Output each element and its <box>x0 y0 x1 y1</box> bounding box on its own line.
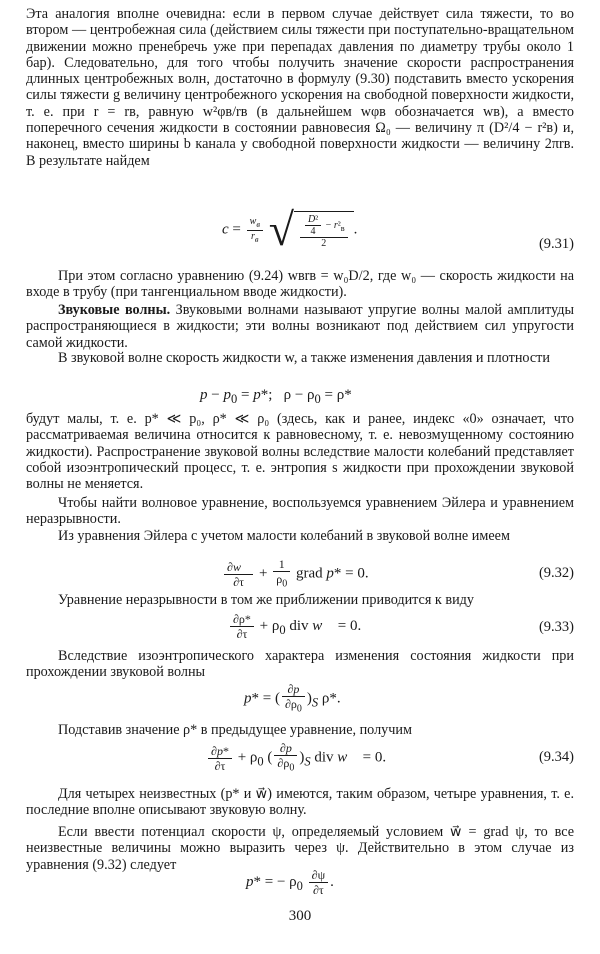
paragraph-11: Для четырех неизвестных (p* и w⃗) имеются, таким образом, четыре уравнения, т. е. последние вполне описывают звуковую волну. <box>26 786 574 819</box>
paragraph-4: В звуковой волне скорость жидкости w, а также изменения давления и плотности <box>58 350 550 366</box>
equation-number-9-34: (9.34) <box>538 749 574 765</box>
equation-9-31: c = $\frac{w_в}{r_в}$ √ $\frac{\text{D²}}{4}$ − $r^2_в$ 2 . <box>222 204 358 255</box>
equation-perturbations: $p - p_0 = p*$; $\rho - \rho_0 = \rho*$ <box>200 387 352 406</box>
paragraph-12: Если ввести потенциал скорости ψ, определяемый условием w⃗ = grad ψ, то все неизвестные величины можно выразить через ψ. Действительно в этом случае из уравнения (9.32) следует <box>26 824 574 873</box>
page-number: 300 <box>288 908 312 924</box>
equation-number-9-33: (9.33) <box>538 619 574 635</box>
equation-9-32: $\frac{\partial w⃗}{\partial\tau}$ + $\frac{1}{\rho_0}$ grad p* = 0. <box>222 557 369 591</box>
paragraph-sound-waves <box>26 302 574 351</box>
paragraph-10: Подставив значение ρ* в предыдущее уравнение, получим <box>58 722 412 738</box>
section-heading: Звуковые волны. <box>58 302 171 318</box>
equation-number-9-32: (9.32) <box>538 565 574 581</box>
equation-9-34: $\frac{\partial p*}{\partial\tau}$ + $\rho_0$ ( $\frac{\partial p}{\partial\rho_0}$ )$_S$ div w⃗ = 0. <box>206 741 386 775</box>
paragraph-7: Из уравнения Эйлера с учетом малости колебаний в звуковой волне имеем <box>58 528 510 544</box>
paragraph-2: При этом согласно уравнению (9.24) wвrв = w₀D/2, где w₀ — скорость жидкости на входе в трубу (при тангенциальном вводе жидкости). <box>26 268 574 301</box>
paragraph-9: Вследствие изоэнтропического характера изменения состояния жидкости при прохождении звуковой волны <box>26 648 574 681</box>
equation-isentropic: p* = ( $\frac{\partial p}{\partial\rho_0}$ )$_S$ ρ*. <box>244 682 341 715</box>
paragraph-1: Эта аналогия вполне очевидна: если в первом случае действует сила тяжести, то во втором — центробежная сила (действием силы тяжести при поступательно-вращательном движении можно пренебречь уже при перепадах давления по диаметру трубы около 1 бар). Следовательно, для того чтобы получить значение скорости распространения длинных центробежных волн, достаточно в формулу (9.30) подставить вместо ускорения силы тяжести g величину центробежного ускорения на свободной поверхности жидкости, т. е. при r = rв, равную w²φв/rв (в дальнейшем wφв обозначается wв), а вместо поперечного сечения жидкости в состоянии равновесия Ω₀ — величину π (D²/4 − r²в) и, наконец, вместо ширины b канала у свободной поверхности жидкости — величину 2πrв. В результате найдем <box>26 6 574 169</box>
equation-potential: p* = − $\rho_0$ $\frac{\partial\psi}{\partial\tau}$ . <box>246 868 334 897</box>
paragraph-6: Чтобы найти волновое уравнение, воспользуемся уравнением Эйлера и уравнением неразрывности. <box>26 495 574 528</box>
equation-9-33: $\frac{\partial\rho*}{\partial\tau}$ + $\rho_0$ div w⃗ = 0. <box>228 612 361 641</box>
paragraph-5: будут малы, т. е. p* ≪ p₀, ρ* ≪ ρ₀ (здесь, как и ранее, индекс «0» означает, что рассматриваемая величина относится к равновесному, т. е. невозмущенному состоянию жидкости). Распространение звуковой волны вследствие малости колебаний представляет собой изоэнтропический процесс, т. е. энтропия s жидкости при прохождении звуковой волны не меняется. <box>26 411 574 493</box>
paragraph-3: Звуковыми волнами называют упругие волны малой амплитуды распространяющиеся в жидкости; эти волны возникают под действием сил упругости самой жидкости. <box>26 302 574 351</box>
equation-number-9-31: (9.31) <box>538 236 574 252</box>
paragraph-8: Уравнение неразрывности в том же приближении приводится к виду <box>58 592 474 608</box>
